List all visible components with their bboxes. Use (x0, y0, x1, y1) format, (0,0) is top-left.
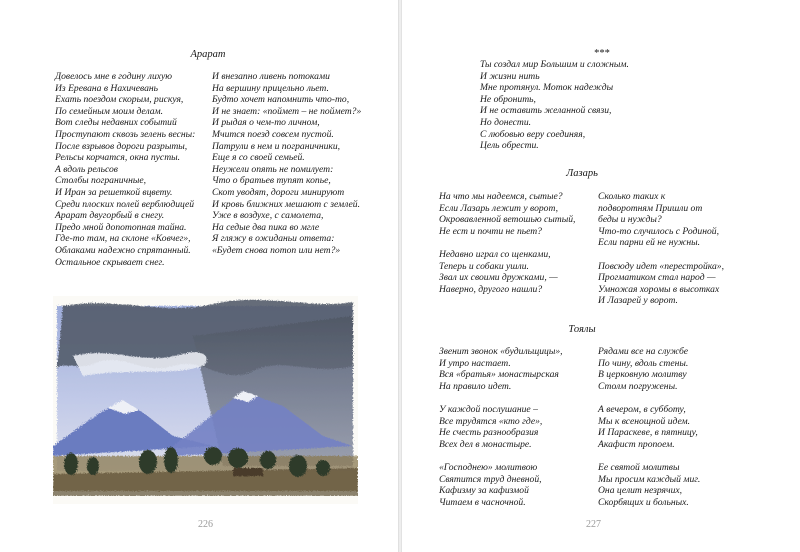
page-number-left: 226 (198, 519, 213, 530)
verse-line: Столбы пограничные, (55, 175, 147, 187)
verse-line: Звал их своими дружками, — (439, 272, 558, 284)
verse-line: А вдоль рельсов (55, 163, 118, 175)
verse-line: «Будет снова потоп или нет?» (212, 244, 341, 256)
verse-line: И внезапно ливень потоками (212, 71, 330, 82)
verse-line (439, 237, 575, 249)
verse-line: Будто хочет напомнить что-то, (212, 94, 350, 106)
verse-line: Еще я со своей семьей. (212, 152, 305, 164)
verse-line: Не обронить, (480, 93, 536, 105)
verse-line: Всех дел в монастыре. (439, 438, 532, 450)
verse-line: Недавно играл со щенками, (439, 248, 551, 260)
verse-line: подворотням Пришли от (598, 202, 703, 214)
verse-line: И Параскеве, в пятницу, (598, 427, 698, 439)
verse-line: А вечером, в субботу, (598, 403, 686, 415)
verse-line: И не знает: «поймет – не поймет?» (212, 105, 362, 117)
verse-line: Если Лазарь лежит у ворот, (439, 202, 559, 214)
verse-line: И жизни нить (480, 70, 540, 82)
verse-line: Где-то там, на склоне «Ковчег», (55, 233, 191, 245)
verse-line: С любовью веру соединяя, (480, 128, 586, 140)
verse-line (598, 392, 700, 404)
verse-line: По семейным моим делам. (55, 105, 164, 117)
verse-line: Столм погружены. (598, 380, 678, 392)
verse-line: И Иран за решеткой вцвету. (55, 186, 173, 198)
verse-line: Если парни ей не нужны. (598, 237, 701, 249)
verse-line: По чину, вдоль стены. (598, 357, 689, 369)
verse-line: Вся «братья» монастырская (439, 369, 559, 381)
toialy-column-1 (439, 346, 563, 508)
lazar-column-1 (439, 191, 575, 295)
verse-line: Она целит незрячих, (598, 485, 683, 497)
verse-line: Но донести. (480, 116, 532, 128)
verse-line: И утро настает. (439, 357, 511, 369)
verse-line: Мы просим каждый миг. (598, 473, 701, 485)
ararat-column-1 (55, 71, 195, 268)
verse-line: Умножая хоромы в высотках (598, 283, 720, 295)
verse-line: Прогматиком стал народ — (598, 272, 716, 284)
verse-line: Не счесть разнообразия (439, 427, 539, 439)
verse-line: На что мы надеемся, сытые? (439, 191, 563, 202)
ararat-illustration (53, 296, 358, 504)
verse-line: Мы к всенощной идем. (598, 415, 691, 427)
verse-line (439, 392, 563, 404)
verse-line: Рядами все на службе (598, 346, 689, 357)
untitled-poem (480, 59, 629, 152)
verse-line: Ее святой молитвы (598, 461, 680, 473)
verse-line: Цель обрести. (480, 140, 539, 152)
verse-line: Сколько таких к (598, 191, 666, 202)
verse-line: Святится труд дневной, (439, 473, 542, 485)
verse-line: Окровавленной ветошью сытый, (439, 214, 576, 226)
poem-title-lazar: Лазарь (566, 168, 598, 179)
verse-line: Арарат двугорбый в снегу. (55, 210, 165, 222)
verse-line: Неужели опять не помилует: (212, 163, 334, 175)
verse-line: На вершину прицельно льет. (212, 82, 329, 94)
verse-line: Что о братьев тупят копье, (212, 175, 331, 187)
verse-line: На правило идет. (439, 380, 512, 392)
verse-line: Проступают сквозь зелень весны: (55, 128, 196, 140)
verse-line: У каждой послушание – (439, 403, 538, 415)
verse-line: Уже в воздухе, с самолета, (212, 210, 324, 222)
verse-line: Повсюду идет «перестройка», (598, 260, 724, 272)
verse-line: беды и нужды? (598, 214, 662, 226)
verse-line: Что-то случилось с Родиной, (598, 225, 719, 237)
verse-line: Акафист пропоем. (598, 438, 675, 450)
verse-line: Довелось мне в годину лихую (55, 71, 173, 82)
verse-line (598, 450, 700, 462)
section-stars: *** (594, 48, 610, 59)
verse-line: Рельсы корчатся, окна пусты. (55, 152, 181, 164)
verse-line: Звенит звонок «будильщицы», (439, 346, 563, 357)
verse-line: «Господнею» молитвою (439, 461, 538, 473)
verse-line (598, 249, 724, 261)
verse-line (439, 450, 563, 462)
verse-line: Кафизму за кафизмой (439, 485, 529, 497)
verse-line: После взрывов дороги разрыты, (55, 140, 188, 152)
page-number-right: 227 (586, 519, 601, 530)
verse-line: Предо мной допотопная тайна. (55, 221, 187, 233)
verse-line: Облаками надежно спрятанный. (55, 244, 191, 256)
verse-line: В церковную молитву (598, 369, 687, 381)
verse-line: Среди плоских полей верблюдицей (55, 198, 195, 210)
left-page (0, 0, 398, 552)
lazar-column-2 (598, 191, 724, 307)
verse-line: И не оставить желанной связи, (480, 105, 612, 117)
verse-line: Читаем в часночной. (439, 496, 526, 508)
toialy-column-2 (598, 346, 700, 508)
verse-line: Не ест и почти не пьет? (439, 225, 542, 237)
verse-line: Я гляжу в ожиданьи ответа: (212, 233, 335, 245)
verse-line: Скот уводят, дороги минируют (212, 186, 345, 198)
verse-line: Все трудятся «кто где», (439, 415, 543, 427)
verse-line: Ехать поездом скорым, рискуя, (55, 94, 184, 106)
verse-line: Мчится поезд совсем пустой. (212, 128, 334, 140)
verse-line: Наверно, другого нашли? (439, 283, 543, 295)
verse-line: Патрули в нем и пограничники, (212, 140, 341, 152)
verse-line: Остальное скрывает снег. (55, 256, 165, 268)
verse-line: Из Еревана в Нахичевань (55, 82, 159, 94)
poem-title-toialy: Тоялы (568, 324, 596, 335)
verse-line: И кровь ближних мешают с землей. (212, 198, 360, 210)
ararat-column-2 (212, 71, 361, 257)
verse-line: На седые два пика во мгле (212, 221, 320, 233)
verse-line: Мне протянул. Моток надежды (480, 82, 614, 94)
verse-line: Скорбящих и больных. (598, 496, 689, 508)
right-page (402, 0, 800, 552)
verse-line: И Лазарей у ворот. (598, 295, 678, 307)
verse-line: Теперь и собаки ушли. (439, 260, 529, 272)
verse-line: Ты создал мир Большим и сложным. (480, 59, 629, 70)
poem-title-ararat: Арарат (190, 49, 226, 60)
verse-line: И рыдая о чем-то личном, (212, 117, 320, 129)
verse-line: Вот следы недавних событий (55, 117, 177, 129)
